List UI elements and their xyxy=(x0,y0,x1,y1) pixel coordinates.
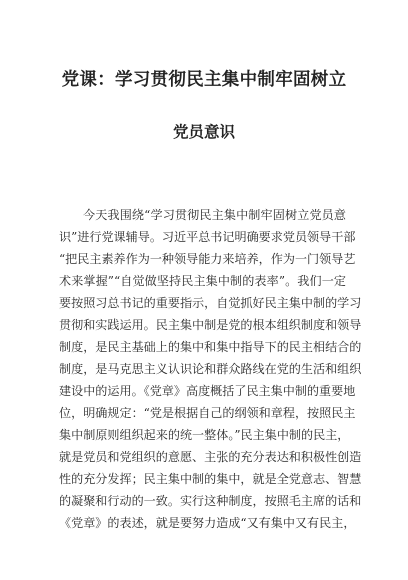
paragraph-line: 集中制原则组织起来的统一整体。”民主集中制的民主， xyxy=(59,428,350,442)
paragraph-line: 的凝聚和行动的一致。实行这种制度，按照毛主席的话和 xyxy=(59,494,362,508)
paragraph-line: 性的充分发挥；民主集中制的集中，就是全党意志、智慧 xyxy=(59,472,362,486)
document-title-continued: 党员意识 xyxy=(172,122,235,141)
paragraph-line: 制度，是马克思主义认识论和群众路线在党的生活和组织 xyxy=(59,362,362,376)
paragraph-line: 今天我围绕“学习贯彻民主集中制牢固树立党员意 xyxy=(83,208,346,222)
paragraph-line: 制度，是民主基础上的集中和集中指导下的民主相结合的 xyxy=(59,340,362,354)
paragraph-line: 贯彻和实践运用。民主集中制是党的根本组织制度和领导 xyxy=(59,318,362,332)
paragraph-line: 就是党员和党组织的意愿、主张的充分表达和积极性创造 xyxy=(59,450,362,464)
paragraph-line: 术来掌握”“自觉做坚持民主集中制的表率”。我们一定 xyxy=(59,274,346,288)
paragraph-line: 《党章》的表述，就是要努力造成“又有集中又有民主， xyxy=(59,516,356,530)
paragraph-line: 要按照习总书记的重要指示，自觉抓好民主集中制的学习 xyxy=(59,296,362,310)
paragraph-line: 位，明确规定：“党是根据自己的纲领和章程，按照民主 xyxy=(59,406,356,420)
paragraph-line: 识”进行党课辅导。习近平总书记明确要求党员领导干部 xyxy=(59,230,356,244)
paragraph-line: “把民主素养作为一种领导能力来培养，作为一门领导艺 xyxy=(59,252,356,266)
paragraph-line: 建设中的运用。《党章》高度概括了民主集中制的重要地 xyxy=(59,384,356,398)
document-title: 党课：学习贯彻民主集中制牢固树立 xyxy=(61,70,347,90)
